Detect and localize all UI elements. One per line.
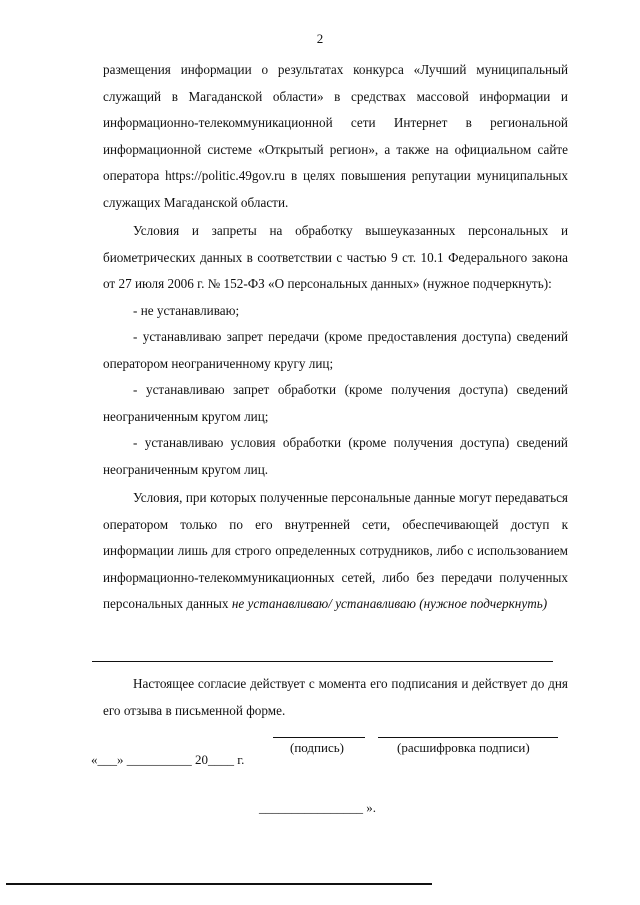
validity-text: [103, 671, 568, 724]
body-text: [103, 57, 568, 618]
signature-line: [273, 737, 365, 738]
date-field: «___» __________ 20____ г.: [91, 752, 245, 767]
decoding-label: (расшифровка подписи): [397, 740, 530, 755]
signature-label: (подпись): [290, 740, 344, 755]
option-no-set: не устанавливаю/: [231, 596, 332, 611]
paragraph-consent-purpose: размещения информации о результатах конкурса «Лучший муниципальный служащий в Магаданской области» в средствах массовой информации и информационно-телекоммуникационной сети Интернет в региональной информационной системе «Открытый регион», а также на официальном сайте оператора https://politic.49gov.ru в целях повышения репутации муниципальных служащих Магаданской области.: [103, 62, 568, 210]
transfer-conditions-text: Условия, при которых полученные персональные данные могут передаваться оператором только по его внутренней сети, обеспечивающей доступ к информации лишь для строго определенных сотрудников, либо с использованием информационно-телекоммуникационных сетей, либо без передачи полученных персональных данных: [103, 490, 568, 611]
bottom-fill-line: ________________ ».: [259, 800, 376, 815]
page-number: 2: [316, 31, 324, 46]
choose-note: (нужное подчеркнуть): [415, 596, 548, 611]
option-transfer-ban: - устанавливаю запрет передачи (кроме предоставления доступа) сведений оператором неограниченному кругу лиц;: [103, 329, 568, 371]
paragraph-conditions-intro: Условия и запреты на обработку вышеуказанных персональных и биометрических данных в соответствии с частью 9 ст. 10.1 Федерального закона от 27 июля 2006 г. № 152-ФЗ «О персональных данных» (нужное подчеркнуть):: [103, 223, 568, 291]
option-not-set: - не устанавливаю;: [133, 302, 240, 318]
option-processing-ban: - устанавливаю запрет обработки (кроме получения доступа) сведений неограниченным кругом лиц;: [103, 382, 568, 424]
fill-in-line: [92, 661, 553, 662]
paragraph-validity: Настоящее согласие действует с момента его подписания и действует до дня его отзыва в письменной форме.: [103, 676, 568, 718]
option-processing-conditions: - устанавливаю условия обработки (кроме получения доступа) сведений неограниченным кругом лиц.: [103, 435, 568, 477]
footer-rule: [6, 883, 432, 885]
paragraph-transfer-conditions: [103, 485, 568, 618]
option-set: устанавливаю: [335, 596, 416, 611]
decoding-line: [378, 737, 558, 738]
